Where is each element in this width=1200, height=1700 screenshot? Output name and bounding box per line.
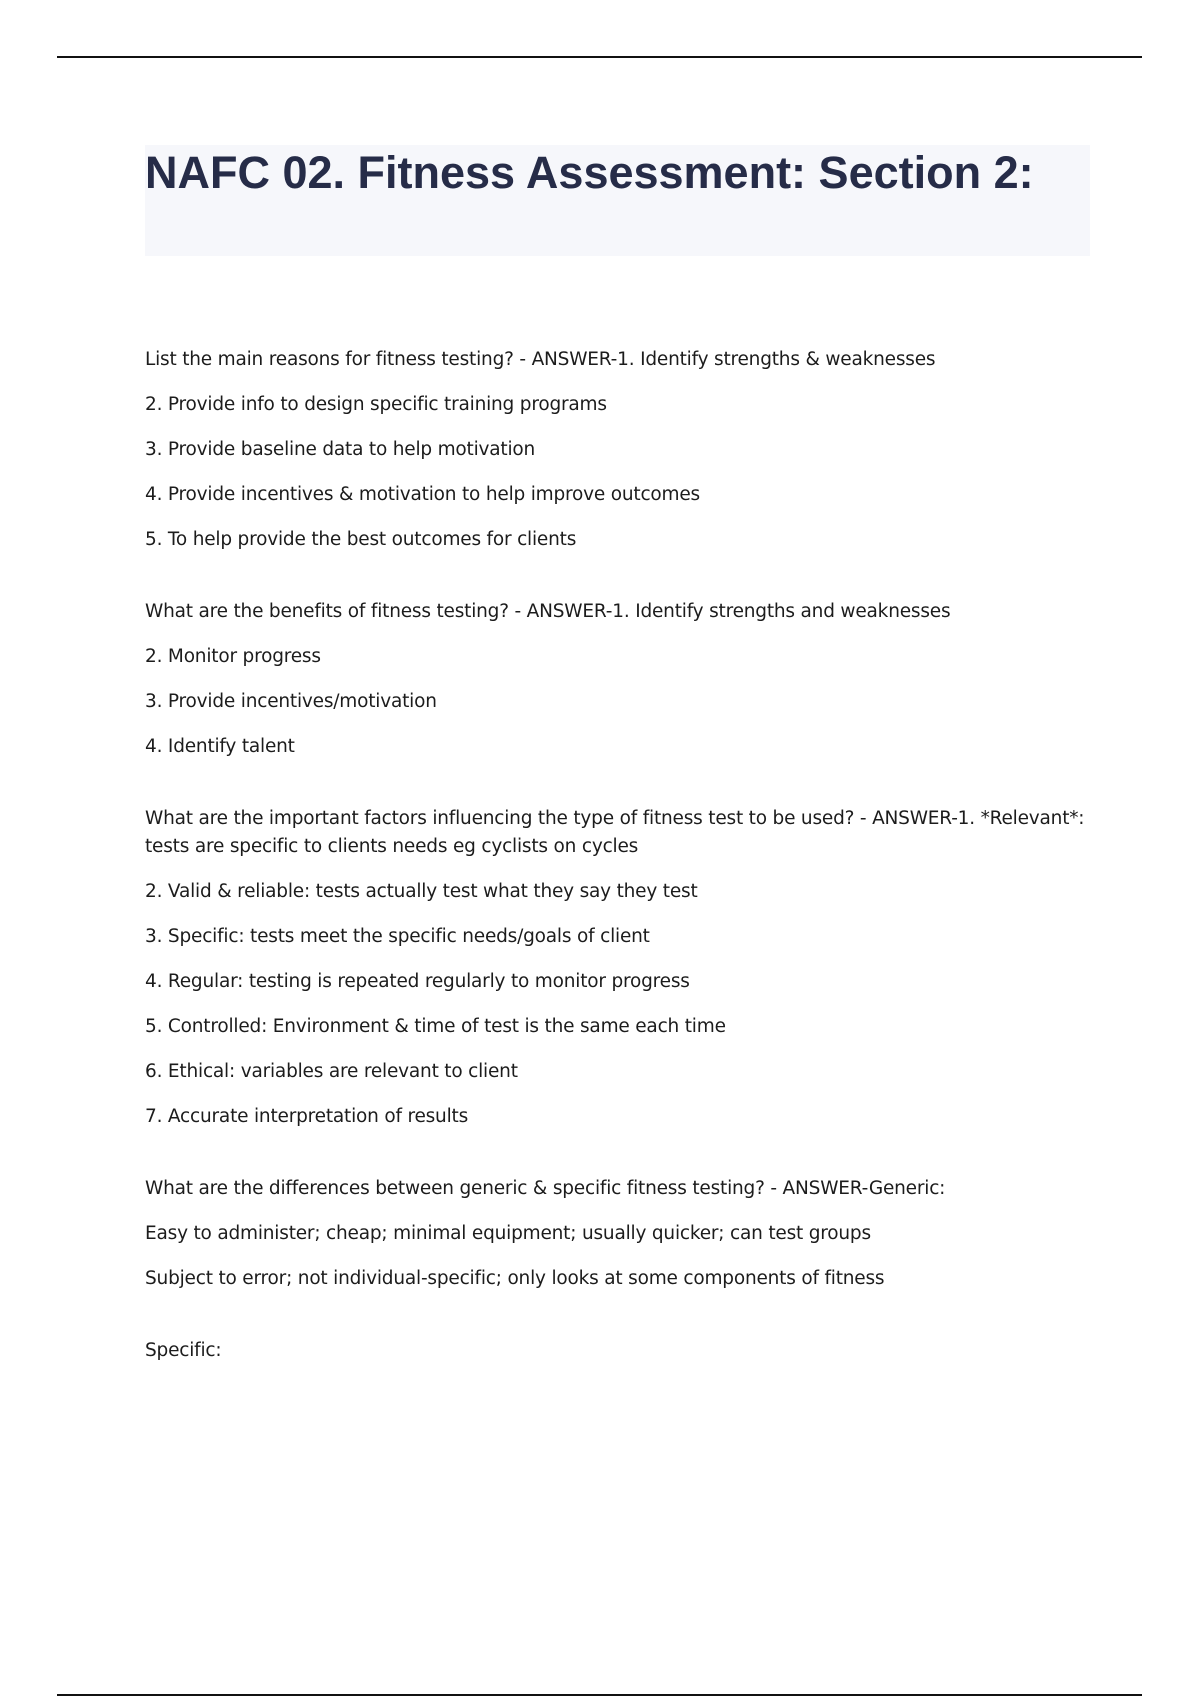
answer-line: 5. To help provide the best outcomes for clients [145, 529, 577, 550]
qa-block-differences [145, 1175, 1090, 1293]
qa-block-reasons [145, 346, 1090, 554]
top-divider [57, 56, 1142, 58]
answer-line: Subject to error; not individual-specific; only looks at some components of fitness [145, 1268, 885, 1289]
answer-line: 6. Ethical: variables are relevant to client [145, 1061, 518, 1082]
qa-block-specific [145, 1337, 1090, 1365]
page-title: NAFC 02. Fitness Assessment: Section 2: [145, 147, 1034, 198]
answer-line: Easy to administer; cheap; minimal equipment; usually quicker; can test groups [145, 1223, 871, 1244]
answer-line: 4. Identify talent [145, 736, 295, 757]
question-line: What are the differences between generic & specific fitness testing? - ANSWER-Generic: [145, 1178, 946, 1199]
question-line: What are the important factors influencing the type of fitness test to be used? - ANSWER-1. *Relevant*: tests are specific to clients needs eg cyclists on cycles [145, 808, 1085, 857]
answer-line: 2. Provide info to design specific training programs [145, 394, 607, 415]
answer-line: 2. Valid & reliable: tests actually test what they say they test [145, 881, 698, 902]
qa-block-benefits [145, 598, 1090, 761]
answer-line: 4. Regular: testing is repeated regularly to monitor progress [145, 971, 690, 992]
question-line: List the main reasons for fitness testing? - ANSWER-1. Identify strengths & weaknesses [145, 349, 936, 370]
answer-line: 4. Provide incentives & motivation to help improve outcomes [145, 484, 700, 505]
qa-block-factors [145, 805, 1090, 1131]
answer-line: 3. Specific: tests meet the specific needs/goals of client [145, 926, 650, 947]
document-body [145, 346, 1090, 1365]
answer-line: 2. Monitor progress [145, 646, 321, 667]
answer-line: 5. Controlled: Environment & time of test is the same each time [145, 1016, 726, 1037]
answer-line: 3. Provide incentives/motivation [145, 691, 437, 712]
answer-line: 7. Accurate interpretation of results [145, 1106, 469, 1127]
answer-line: 3. Provide baseline data to help motivation [145, 439, 536, 460]
answer-line: Specific: [145, 1340, 222, 1361]
question-line: What are the benefits of fitness testing? - ANSWER-1. Identify strengths and weaknesses [145, 601, 951, 622]
bottom-divider [57, 1694, 1142, 1696]
